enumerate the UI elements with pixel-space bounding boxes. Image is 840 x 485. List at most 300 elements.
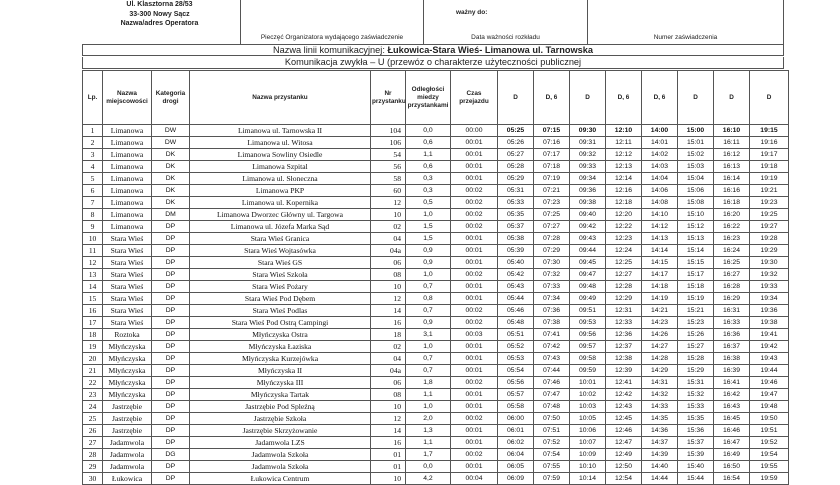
table-cell: 00:04 (451, 473, 498, 485)
table-cell: 15:18 (678, 281, 714, 293)
table-cell: 14 (83, 281, 103, 293)
table-cell: Łukowica Centrum (190, 473, 371, 485)
table-row (83, 293, 789, 305)
table-cell: 14:36 (642, 425, 678, 437)
column-header: Czas przejazdu (451, 71, 498, 125)
table-cell: 16:12 (714, 149, 750, 161)
table-cell: 06:01 (498, 425, 534, 437)
table-cell: 14:17 (642, 269, 678, 281)
table-cell: Stara Wieś (103, 257, 152, 269)
table-cell: 21 (83, 365, 103, 377)
table-cell: 00:02 (451, 197, 498, 209)
table-cell: 14:15 (642, 257, 678, 269)
table-cell: 15:31 (678, 377, 714, 389)
table-cell: 15:01 (678, 137, 714, 149)
table-cell: 07:18 (534, 161, 570, 173)
table-cell: 09:53 (570, 317, 606, 329)
table-cell: 05:40 (498, 257, 534, 269)
table-row (83, 125, 789, 137)
table-cell: 16 (83, 305, 103, 317)
table-cell: 14:00 (642, 125, 678, 137)
table-cell: 14:35 (642, 413, 678, 425)
table-cell: 09:58 (570, 353, 606, 365)
table-cell: 19:28 (750, 233, 789, 245)
table-cell: Limanowa PKP (190, 185, 371, 197)
table-cell: 01 (371, 461, 406, 473)
table-cell: 09:36 (570, 185, 606, 197)
table-cell: 09:34 (570, 173, 606, 185)
table-cell: DP (152, 413, 190, 425)
table-cell: 00:01 (451, 437, 498, 449)
table-cell: 0,9 (406, 245, 451, 257)
organizer-stamp-box (240, 0, 424, 44)
table-row (83, 353, 789, 365)
table-cell: 29 (83, 461, 103, 473)
table-cell: 12:45 (606, 413, 642, 425)
table-cell: Stara Wieś (103, 293, 152, 305)
table-cell: 09:31 (570, 137, 606, 149)
table-cell: 1,3 (406, 425, 451, 437)
table-cell: 05:48 (498, 317, 534, 329)
table-row (83, 269, 789, 281)
table-cell: Limanowa (103, 221, 152, 233)
table-cell: 07:46 (534, 377, 570, 389)
line-name: Łukowica-Stara Wieś- Limanowa ul. Tarnowska (387, 45, 593, 55)
table-cell: DP (152, 473, 190, 485)
table-cell: Młyńczyska (103, 353, 152, 365)
table-cell: 15:08 (678, 197, 714, 209)
table-cell: 07:41 (534, 329, 570, 341)
table-cell: 12:36 (606, 329, 642, 341)
table-cell: 1,1 (406, 389, 451, 401)
table-row (83, 461, 789, 473)
table-cell: 12 (83, 257, 103, 269)
table-cell: 07:25 (534, 209, 570, 221)
table-cell: 10:07 (570, 437, 606, 449)
table-cell: 16:20 (714, 209, 750, 221)
table-cell: 14:21 (642, 305, 678, 317)
table-cell: 00:01 (451, 461, 498, 473)
table-cell: 07:43 (534, 353, 570, 365)
table-cell: 0,7 (406, 353, 451, 365)
table-cell: 07:52 (534, 437, 570, 449)
table-cell: DP (152, 329, 190, 341)
table-cell: 07:48 (534, 401, 570, 413)
table-cell: 16:29 (714, 293, 750, 305)
table-cell: Stara Wieś Szkoła (190, 269, 371, 281)
table-cell: 05:38 (498, 233, 534, 245)
table-cell: 12:38 (606, 353, 642, 365)
table-cell: 10:02 (570, 389, 606, 401)
table-cell: 30 (83, 473, 103, 485)
column-header: D, 6 (642, 71, 678, 125)
table-cell: 10 (371, 209, 406, 221)
table-cell: DP (152, 461, 190, 473)
table-cell: 00:01 (451, 425, 498, 437)
table-cell: 16:10 (714, 125, 750, 137)
table-cell: 0,8 (406, 293, 451, 305)
table-cell: 15:21 (678, 305, 714, 317)
table-row (83, 365, 789, 377)
table-cell: 0,6 (406, 161, 451, 173)
table-cell: 12:13 (606, 161, 642, 173)
table-cell: Stara Wieś Podlas (190, 305, 371, 317)
table-cell: 16:37 (714, 341, 750, 353)
table-cell: 15:00 (678, 125, 714, 137)
table-cell: 16:38 (714, 353, 750, 365)
table-cell: Stara Wieś Granica (190, 233, 371, 245)
table-cell: 0,9 (406, 257, 451, 269)
table-cell: 54 (371, 149, 406, 161)
table-cell: 104 (371, 125, 406, 137)
table-cell: 19:27 (750, 221, 789, 233)
table-cell: Młyńczyska II (190, 365, 371, 377)
table-cell: Limanowa ul. Kopernika (190, 197, 371, 209)
table-cell: 0,0 (406, 461, 451, 473)
table-cell: DP (152, 269, 190, 281)
certificate-caption: Numer zaświadczenia (653, 34, 718, 41)
table-cell: 05:52 (498, 341, 534, 353)
table-cell: 2 (83, 137, 103, 149)
table-cell: Limanowa (103, 125, 152, 137)
table-cell: 05:29 (498, 173, 534, 185)
table-cell: 00:00 (451, 125, 498, 137)
table-cell: 19:38 (750, 317, 789, 329)
table-cell: 07:54 (534, 449, 570, 461)
table-cell: Stara Wieś Pod Ostrą Campingi (190, 317, 371, 329)
line-name-band (82, 44, 784, 56)
table-cell: 00:01 (451, 137, 498, 149)
column-header: Lp. (83, 71, 103, 125)
table-cell: DK (152, 173, 190, 185)
table-cell: 16:36 (714, 329, 750, 341)
table-cell: 12:42 (606, 389, 642, 401)
valid-until-label: ważny do: (456, 9, 488, 16)
table-cell: 16:23 (714, 233, 750, 245)
table-row (83, 401, 789, 413)
table-row (83, 317, 789, 329)
table-cell: 07:27 (534, 221, 570, 233)
table-cell: 16:22 (714, 221, 750, 233)
table-cell: 09:33 (570, 161, 606, 173)
table-cell: 09:43 (570, 233, 606, 245)
table-cell: 07:16 (534, 137, 570, 149)
table-cell: 16 (371, 317, 406, 329)
table-cell: 14:44 (642, 473, 678, 485)
table-cell: 07:34 (534, 293, 570, 305)
table-cell: 0,0 (406, 125, 451, 137)
table-cell: 27 (83, 437, 103, 449)
table-cell: 5 (83, 173, 103, 185)
table-cell: 14:28 (642, 353, 678, 365)
table-cell: DK (152, 149, 190, 161)
table-cell: 14:02 (642, 149, 678, 161)
table-cell: DP (152, 377, 190, 389)
table-cell: DP (152, 317, 190, 329)
table-cell: 12:11 (606, 137, 642, 149)
table-cell: 09:44 (570, 245, 606, 257)
table-cell: 00:01 (451, 149, 498, 161)
transport-type: Komunikacja zwykła – U (przewóz o charakterze użyteczności publicznej (284, 57, 582, 67)
table-cell: 0,3 (406, 185, 451, 197)
table-cell: 02 (371, 341, 406, 353)
table-cell: Stara Wieś Pod Dębem (190, 293, 371, 305)
table-cell: 12:46 (606, 425, 642, 437)
table-cell: 07:44 (534, 365, 570, 377)
table-cell: DM (152, 209, 190, 221)
table-cell: 14:37 (642, 437, 678, 449)
table-cell: DP (152, 365, 190, 377)
table-cell: 16:43 (714, 401, 750, 413)
table-cell: 09:56 (570, 329, 606, 341)
column-header: Kategoria drogi (152, 71, 190, 125)
table-cell: DP (152, 233, 190, 245)
table-cell: 15:03 (678, 161, 714, 173)
table-cell: 12:28 (606, 281, 642, 293)
table-cell: 16:25 (714, 257, 750, 269)
table-cell: 14:04 (642, 173, 678, 185)
table-cell: 12 (371, 197, 406, 209)
column-header: D (570, 71, 606, 125)
table-cell: 19:47 (750, 389, 789, 401)
table-cell: 3 (83, 149, 103, 161)
table-cell: Jadamwola (103, 449, 152, 461)
table-cell: 01 (371, 449, 406, 461)
table-cell: Młyńczyska (103, 341, 152, 353)
table-cell: 16:24 (714, 245, 750, 257)
table-cell: 00:01 (451, 233, 498, 245)
table-cell: Jastrzębie (103, 413, 152, 425)
table-cell: 14:01 (642, 137, 678, 149)
table-cell: 16:39 (714, 365, 750, 377)
table-cell: 9 (83, 221, 103, 233)
table-cell: 07:29 (534, 245, 570, 257)
table-cell: 05:44 (498, 293, 534, 305)
table-cell: 23 (83, 389, 103, 401)
table-cell: 07:51 (534, 425, 570, 437)
table-cell: 12:39 (606, 365, 642, 377)
table-cell: 09:48 (570, 281, 606, 293)
table-cell: 12 (371, 293, 406, 305)
table-cell: 05:43 (498, 281, 534, 293)
table-cell: 15:28 (678, 353, 714, 365)
table-cell: DK (152, 197, 190, 209)
table-cell: 14:18 (642, 281, 678, 293)
table-cell: 05:42 (498, 269, 534, 281)
table-cell: 14:40 (642, 461, 678, 473)
table-cell: Jadamwola LZS (190, 437, 371, 449)
table-cell: 09:47 (570, 269, 606, 281)
table-cell: 16:46 (714, 425, 750, 437)
column-header: D (678, 71, 714, 125)
column-header: Odległości miedzy przystankami (406, 71, 451, 125)
table-cell: 09:30 (570, 125, 606, 137)
table-cell: 12:50 (606, 461, 642, 473)
table-cell: 06 (371, 257, 406, 269)
table-cell: 14:33 (642, 401, 678, 413)
table-cell: 1 (83, 125, 103, 137)
table-cell: 0,9 (406, 317, 451, 329)
table-cell: Jadamwola (103, 461, 152, 473)
table-row (83, 149, 789, 161)
table-cell: 17 (83, 317, 103, 329)
table-cell: 00:02 (451, 209, 498, 221)
table-cell: Jastrzębie (103, 425, 152, 437)
table-cell: 0,7 (406, 305, 451, 317)
table-cell: 19 (83, 341, 103, 353)
table-cell: 14:26 (642, 329, 678, 341)
table-cell: DP (152, 221, 190, 233)
table-cell: 10:09 (570, 449, 606, 461)
table-cell: 19:17 (750, 149, 789, 161)
table-cell: Jastrzębie Skrzyżowanie (190, 425, 371, 437)
table-cell: 09:45 (570, 257, 606, 269)
table-cell: 07:42 (534, 341, 570, 353)
table-cell: 00:02 (451, 449, 498, 461)
table-cell: Stara Wieś (103, 269, 152, 281)
table-cell: 1,0 (406, 269, 451, 281)
table-cell: 19:29 (750, 245, 789, 257)
table-cell: 05:28 (498, 161, 534, 173)
table-cell: 0,5 (406, 197, 451, 209)
table-cell: 60 (371, 185, 406, 197)
table-cell: 07:38 (534, 317, 570, 329)
table-cell: 0,7 (406, 281, 451, 293)
table-cell: 10:01 (570, 377, 606, 389)
table-cell: 04 (371, 233, 406, 245)
table-cell: 16:31 (714, 305, 750, 317)
table-cell: 10 (371, 281, 406, 293)
table-cell: 16:41 (714, 377, 750, 389)
table-row (83, 245, 789, 257)
table-cell: 16:28 (714, 281, 750, 293)
table-cell: 10:10 (570, 461, 606, 473)
table-cell: Młyńczyska III (190, 377, 371, 389)
table-cell: 11 (83, 245, 103, 257)
table-cell: 12:41 (606, 377, 642, 389)
table-cell: 106 (371, 137, 406, 149)
table-cell: 05:27 (498, 149, 534, 161)
table-cell: 19:54 (750, 449, 789, 461)
table-cell: 14:10 (642, 209, 678, 221)
table-cell: 10:05 (570, 413, 606, 425)
table-cell: 19:43 (750, 353, 789, 365)
table-cell: 00:01 (451, 281, 498, 293)
table-cell: 12:16 (606, 185, 642, 197)
table-cell: Limanowa (103, 197, 152, 209)
table-cell: 12:22 (606, 221, 642, 233)
table-cell: 19:18 (750, 161, 789, 173)
table-cell: 09:40 (570, 209, 606, 221)
table-cell: 14:13 (642, 233, 678, 245)
table-cell: 10:06 (570, 425, 606, 437)
table-cell: 10 (371, 473, 406, 485)
table-cell: 14:03 (642, 161, 678, 173)
operator-address-line: 33-300 Nowy Sącz (129, 10, 190, 18)
table-cell: 12:24 (606, 245, 642, 257)
table-cell: DP (152, 305, 190, 317)
table-cell: DW (152, 125, 190, 137)
table-cell: 16:49 (714, 449, 750, 461)
table-row (83, 209, 789, 221)
table-cell: Jadamwola Szkoła (190, 449, 371, 461)
table-cell: 28 (83, 449, 103, 461)
table-cell: 00:02 (451, 317, 498, 329)
timetable (82, 70, 789, 485)
table-cell: 07:17 (534, 149, 570, 161)
table-cell: 15:29 (678, 365, 714, 377)
table-cell: 05:51 (498, 329, 534, 341)
table-cell: 19:48 (750, 401, 789, 413)
table-cell: 19:32 (750, 269, 789, 281)
table-cell: Limanowa Dworzec Główny ul. Targowa (190, 209, 371, 221)
table-cell: 26 (83, 425, 103, 437)
table-cell: 15 (83, 293, 103, 305)
table-cell: 05:31 (498, 185, 534, 197)
table-cell: 19:33 (750, 281, 789, 293)
table-cell: 6 (83, 185, 103, 197)
table-row (83, 305, 789, 317)
table-cell: Jadamwola Szkoła (190, 461, 371, 473)
table-cell: DG (152, 449, 190, 461)
table-cell: 07:30 (534, 257, 570, 269)
table-cell: Stara Wieś Pożary (190, 281, 371, 293)
table-cell: 00:01 (451, 257, 498, 269)
table-cell: 16:13 (714, 161, 750, 173)
table-cell: 00:01 (451, 365, 498, 377)
table-cell: Limanowa ul. Witosa (190, 137, 371, 149)
table-cell: 10 (371, 401, 406, 413)
table-row (83, 413, 789, 425)
certificate-box (588, 0, 784, 44)
table-cell: 1,1 (406, 149, 451, 161)
table-cell: Limanowa (103, 161, 152, 173)
table-cell: 00:01 (451, 161, 498, 173)
column-header: D (714, 71, 750, 125)
table-cell: 09:38 (570, 197, 606, 209)
table-cell: 2,0 (406, 413, 451, 425)
table-cell: 25 (83, 413, 103, 425)
table-cell: 10:14 (570, 473, 606, 485)
table-cell: 15:37 (678, 437, 714, 449)
table-cell: 4,2 (406, 473, 451, 485)
column-header: D (498, 71, 534, 125)
table-cell: DP (152, 401, 190, 413)
table-cell: 16:11 (714, 137, 750, 149)
table-cell: 15:15 (678, 257, 714, 269)
table-cell: 14 (371, 305, 406, 317)
validity-caption: Data ważności rozkładu (471, 34, 540, 41)
table-cell: 04a (371, 245, 406, 257)
table-cell: Młyńczyska Ostra (190, 329, 371, 341)
table-cell: 07:36 (534, 305, 570, 317)
table-cell: 10 (83, 233, 103, 245)
table-cell: 12:33 (606, 317, 642, 329)
table-cell: 1,8 (406, 377, 451, 389)
table-cell: 4 (83, 161, 103, 173)
table-cell: 15:10 (678, 209, 714, 221)
table-cell: 13 (83, 269, 103, 281)
table-cell: 09:49 (570, 293, 606, 305)
table-cell: 16:42 (714, 389, 750, 401)
table-cell: 08 (371, 269, 406, 281)
table-cell: Limanowa ul. Józefa Marka Sąd (190, 221, 371, 233)
table-cell: Łukowica (103, 473, 152, 485)
table-cell: DK (152, 161, 190, 173)
table-cell: 15:26 (678, 329, 714, 341)
table-cell: 0,7 (406, 365, 451, 377)
table-cell: 05:39 (498, 245, 534, 257)
